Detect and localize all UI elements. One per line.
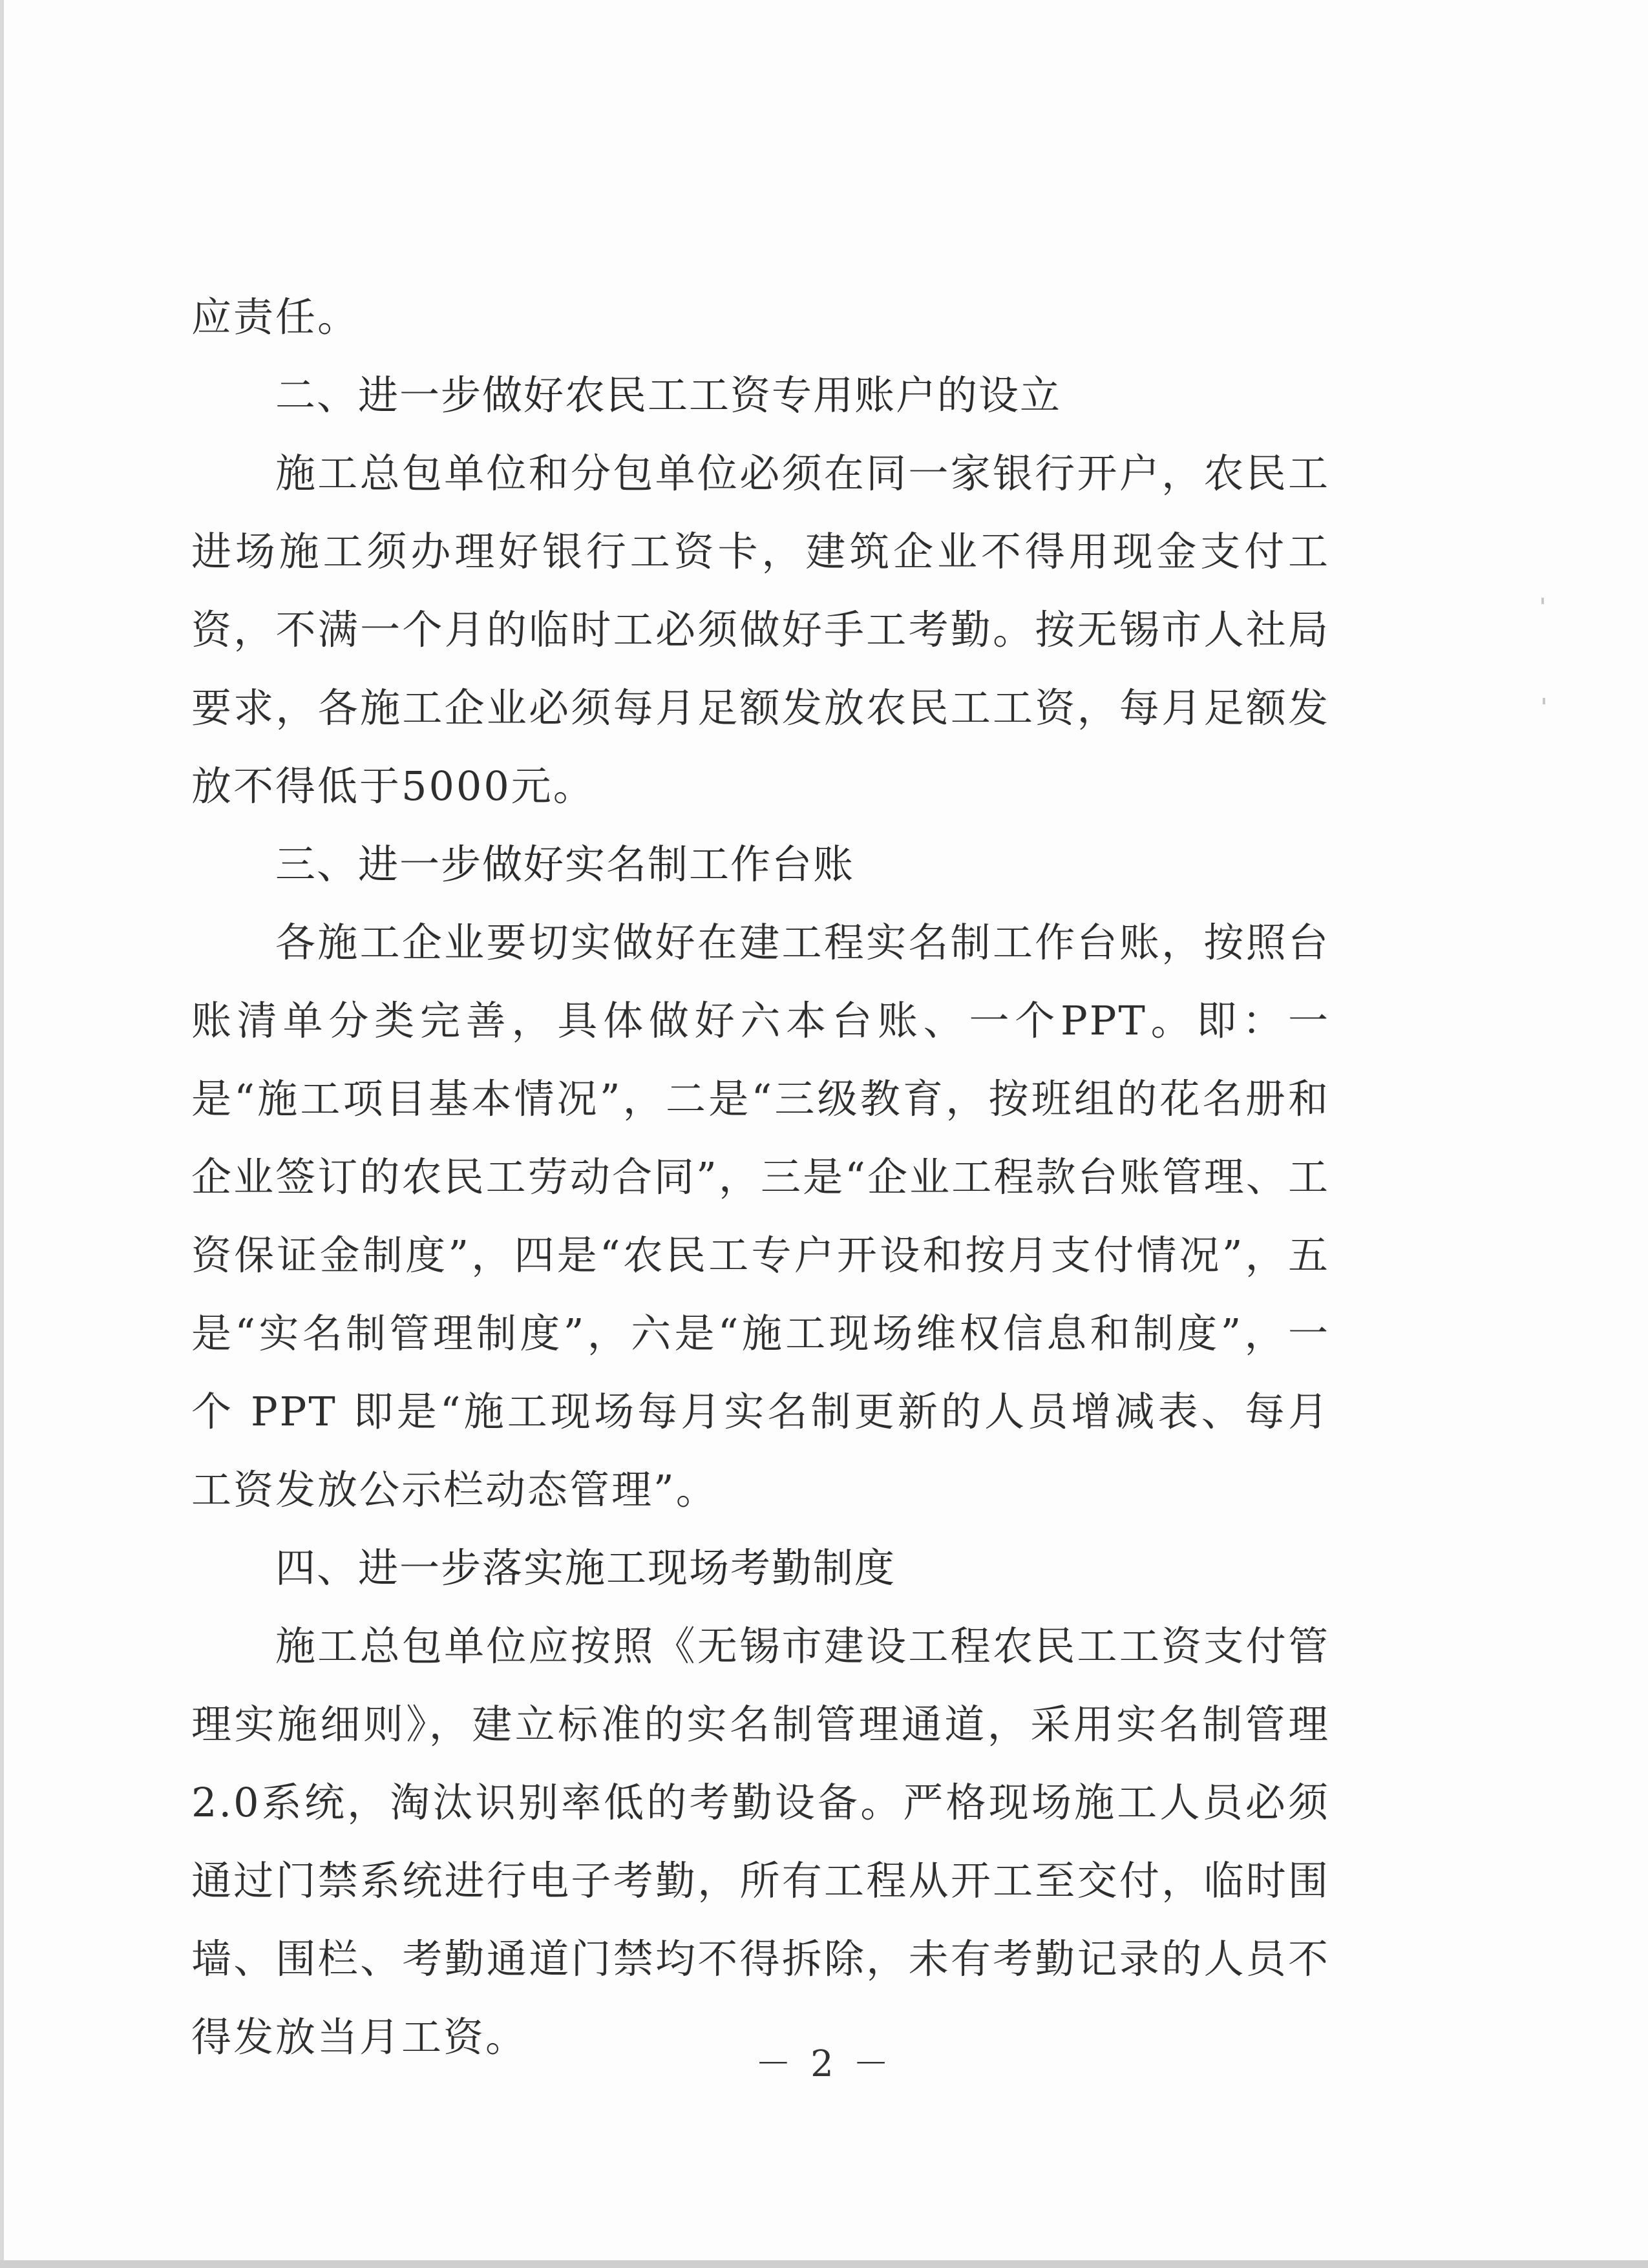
paragraph-wage-account: 施工总包单位和分包单位必须在同一家银行开户，农民工进场施工须办理好银行工资卡，建筑企业不得用现金支付工资，不满一个月的临时工必须做好手工考勤。按无锡市人社局要求，各施工企业必须每月足额发放农民工工资，每月足额发放不得低于5000元。 <box>191 450 1330 810</box>
scan-speck <box>1543 698 1545 704</box>
scan-edge-bottom <box>0 2260 1648 2268</box>
paragraph-ledger: 各施工企业要切实做好在建工程实名制工作台账，按照台账清单分类完善，具体做好六本台账、一个PPT。即：一是“施工项目基本情况”，二是“三级教育，按班组的花名册和企业签订的农民工劳动合同”，三是“企业工程款台账管理、工资保证金制度”，四是“农民工专户开设和按月支付情况”，五是“实名制管理制度”，六是“施工现场维权信息和制度”，一个 PPT 即是“施工现场每月实名制更新的人员增减表、每月工资发放公示栏动态管理”。 <box>191 919 1330 1513</box>
paragraph-continuation: 应责任。 <box>191 293 360 341</box>
paragraph-attendance: 施工总包单位应按照《无锡市建设工程农民工工资支付管理实施细则》，建立标准的实名制管理通道，采用实名制管理2.0系统，淘汰识别率低的考勤设备。严格现场施工人员必须通过门禁系统进行电子考勤，所有工程从开工至交付，临时围墙、围栏、考勤通道门禁均不得拆除，未有考勤记录的人员不得发放当月工资。 <box>191 1622 1330 2061</box>
scan-edge-left <box>0 0 4 2268</box>
section-heading-3: 三、进一步做好实名制工作台账 <box>275 841 855 888</box>
document-body <box>191 278 1330 2076</box>
scan-speck <box>1541 598 1544 604</box>
section-heading-2: 二、进一步做好农民工工资专用账户的设立 <box>275 372 1062 419</box>
page-number: － 2 － <box>755 2043 893 2085</box>
section-heading-4: 四、进一步落实施工现场考勤制度 <box>275 1544 896 1591</box>
